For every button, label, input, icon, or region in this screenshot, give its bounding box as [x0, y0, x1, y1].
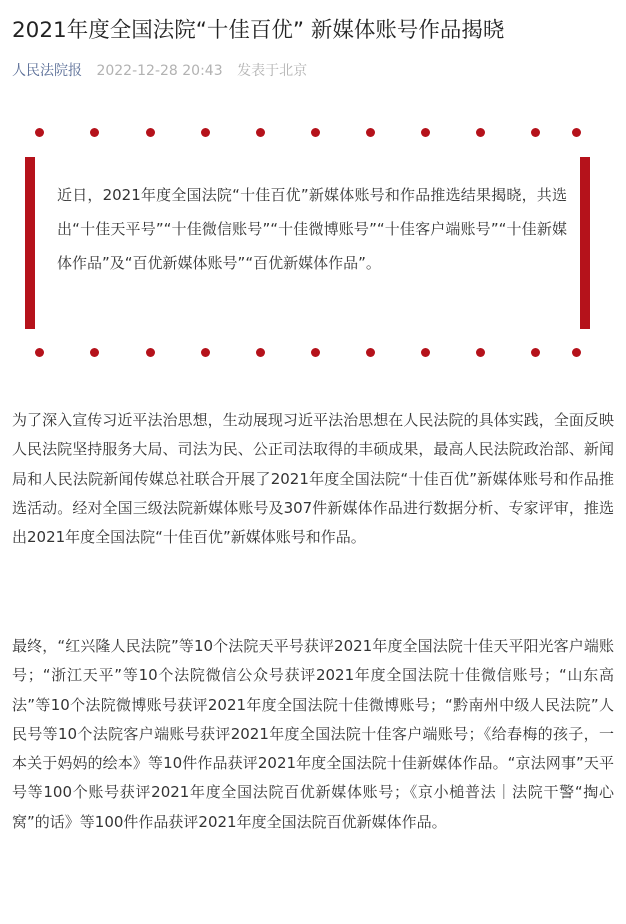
decor-dot — [531, 128, 540, 137]
decor-dot — [531, 348, 540, 357]
decor-dot — [90, 348, 99, 357]
decor-dot — [572, 128, 581, 137]
decor-dot — [311, 128, 320, 137]
decor-dot — [421, 128, 430, 137]
publish-location: 发表于北京 — [237, 63, 308, 79]
decor-bar-right — [580, 157, 590, 329]
decor-dot — [476, 128, 485, 137]
decor-dot — [256, 128, 265, 137]
decor-dot — [146, 128, 155, 137]
decor-dot — [311, 348, 320, 357]
decor-bar-left — [25, 157, 35, 329]
decor-dot — [35, 348, 44, 357]
summary-quote-box — [0, 120, 626, 360]
decor-dot — [366, 128, 375, 137]
article-title: 2021年度全国法院“十佳百优” 新媒体账号作品揭晓 — [12, 18, 505, 43]
summary-quote-text: 近日，2021年度全国法院“十佳百优”新媒体账号和作品推选结果揭晓，共选出“十佳天平号”“十佳微信账号”“十佳微博账号”“十佳客户端账号”“十佳新媒体作品”及“百优新媒体账号”“百优新媒体作品”。 — [57, 186, 567, 272]
decor-dot — [35, 128, 44, 137]
body-paragraph: 为了深入宣传习近平法治思想，生动展现习近平法治思想在人民法院的具体实践，全面反映人民法院坚持服务大局、司法为民、公正司法取得的丰硕成果，最高人民法院政治部、新闻局和人民法院新闻传媒总社联合开展了2021年度全国法院“十佳百优”新媒体账号和作品推选活动。经对全国三级法院新媒体账号及307件新媒体作品进行数据分析、专家评审，推选出2021年度全国法院“十佳百优”新媒体账号和作品。 — [12, 411, 614, 547]
decor-dot — [421, 348, 430, 357]
decor-dot — [90, 128, 99, 137]
decor-dot — [201, 348, 210, 357]
author-link[interactable]: 人民法院报 — [12, 63, 82, 79]
publish-time: 2022-12-28 20:43 — [96, 63, 223, 79]
decor-dot — [146, 348, 155, 357]
decor-dot — [572, 348, 581, 357]
decor-dot — [476, 348, 485, 357]
decor-dot — [256, 348, 265, 357]
article-meta — [12, 60, 307, 82]
decor-dot — [201, 128, 210, 137]
decor-dot — [366, 348, 375, 357]
body-paragraph: 最终，“红兴隆人民法院”等10个法院天平号获评2021年度全国法院十佳天平阳光客户端账号；“浙江天平”等10个法院微信公众号获评2021年度全国法院十佳微信账号；“山东高法”等10个法院微博账号获评2021年度全国法院十佳微博账号；“黔南州中级人民法院”人民号等10个法院客户端账号获评2021年度全国法院十佳客户端账号；《给春梅的孩子，一本关于妈妈的绘本》等10件作品获评2021年度全国法院十佳新媒体作品。“京法网事”天平号等100个账号获评2021年度全国法院百优新媒体账号；《京小槌普法｜法院干警“掏心窝”的话》等100件作品获评2021年度全国法院百优新媒体作品。 — [12, 637, 614, 831]
